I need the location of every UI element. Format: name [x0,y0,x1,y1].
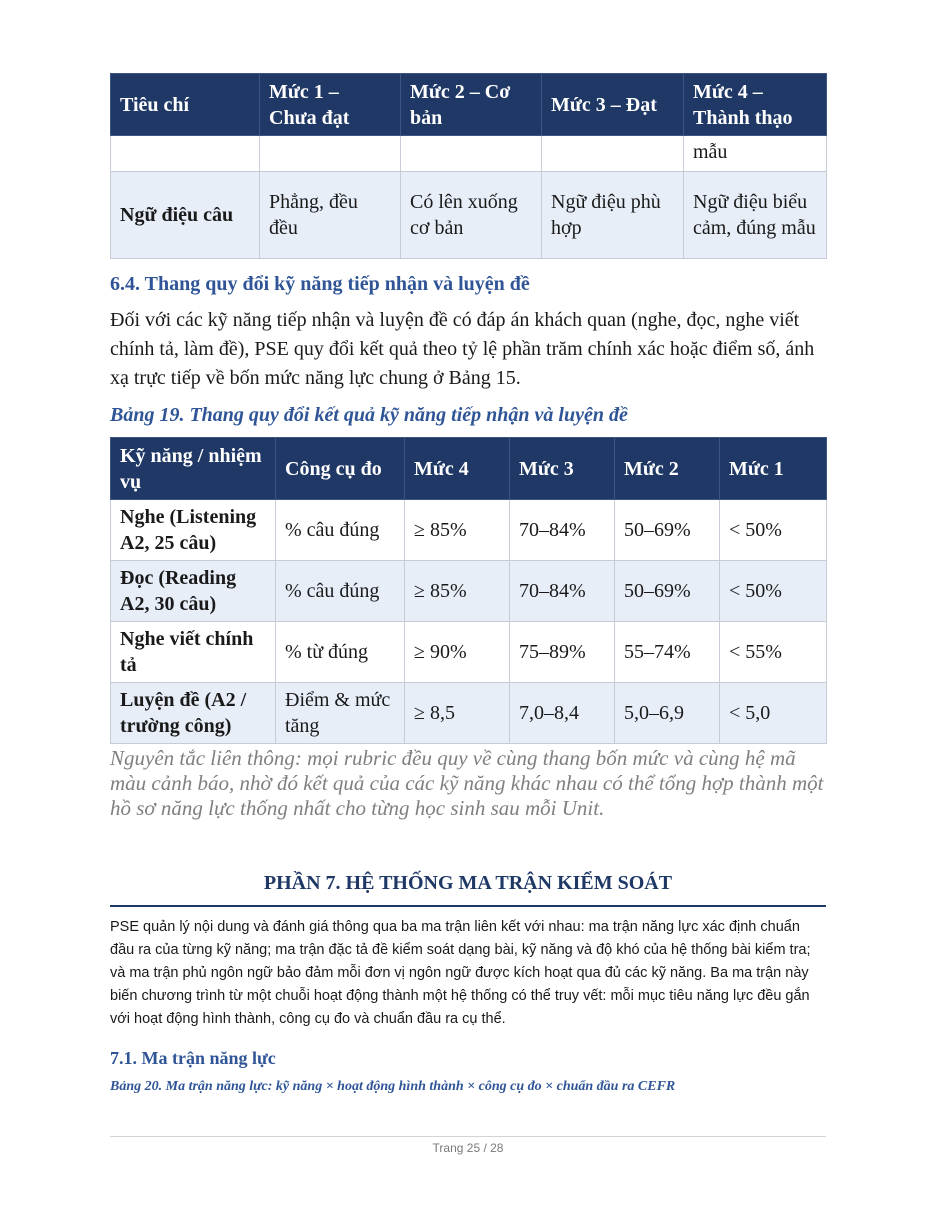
section-heading: 7.1. Ma trận năng lực [110,1048,276,1068]
column-header: Mức 3 – Đạt [542,74,684,136]
table-cell: 70–84% [510,561,615,622]
body-paragraph: PSE quản lý nội dung và đánh giá thông qua ba ma trận liên kết với nhau: ma trận năng lực xác định chuẩn đầu ra của từng kỹ năng; ma trận đặc tả đề kiểm soát dạng bài, kỹ năng và độ khó của hệ thống bài kiểm tra; và ma trận phủ ngôn ngữ bảo đảm mỗi đơn vị ngôn ngữ được kích hoạt qua đủ các kỹ năng. Ba ma trận này biến chương trình từ một chuỗi hoạt động thành một hệ thống có thể truy vết: mỗi mục tiêu năng lực đều gắn với hoạt động hình thành, công cụ đo và chuẩn đầu ra cụ thể. [110,919,811,1027]
table-cell: 55–74% [615,622,720,683]
column-header: Mức 1 [720,438,827,500]
title-underline [110,905,826,907]
table-cell: < 55% [720,622,827,683]
part-title: PHẦN 7. HỆ THỐNG MA TRẬN KIỂM SOÁT [263,872,673,894]
table-cell: Ngữ điệu biểu cảm, đúng mẫu [684,172,827,259]
column-header: Mức 2 – Cơ bản [401,74,542,136]
column-header: Mức 1 – Chưa đạt [260,74,401,136]
table-cell: 70–84% [510,500,615,561]
criteria-table [110,73,827,259]
table-cell: ≥ 85% [405,561,510,622]
table-cell: 7,0–8,4 [510,683,615,744]
table-cell [401,136,542,172]
table-cell: < 50% [720,561,827,622]
table-header-row [111,438,827,500]
table-cell: ≥ 8,5 [405,683,510,744]
table-row [111,500,827,561]
column-header: Công cụ đo [276,438,405,500]
conversion-table [110,437,827,744]
table-cell: % từ đúng [276,622,405,683]
column-header: Kỹ năng / nhiệm vụ [111,438,276,500]
table-row [111,561,827,622]
table-cell: < 5,0 [720,683,827,744]
table-row [111,622,827,683]
table-cell: 5,0–6,9 [615,683,720,744]
column-header: Mức 4 – Thành thạo [684,74,827,136]
column-header: Mức 4 [405,438,510,500]
column-header: Mức 3 [510,438,615,500]
table-cell: < 50% [720,500,827,561]
row-label: Luyện đề (A2 / trường công) [111,683,276,744]
table-caption: Bảng 19. Thang quy đổi kết quả kỹ năng tiếp nhận và luyện đề [110,404,628,426]
row-label: Nghe viết chính tả [111,622,276,683]
table-cell: Phẳng, đều đều [260,172,401,259]
table-cell: 75–89% [510,622,615,683]
table-cell [542,136,684,172]
table-cell [260,136,401,172]
column-header: Mức 2 [615,438,720,500]
footer-divider [110,1136,826,1137]
column-header: Tiêu chí [111,74,260,136]
table-cell: Điểm & mức tăng [276,683,405,744]
section-heading: 6.4. Thang quy đổi kỹ năng tiếp nhận và luyện đề [110,273,530,295]
table-cell: % câu đúng [276,561,405,622]
row-label: Ngữ điệu câu [111,172,260,259]
table-row [111,172,827,259]
table-caption: Bảng 20. Ma trận năng lực: kỹ năng × hoạt động hình thành × công cụ đo × chuẩn đầu ra CEFR [110,1079,676,1094]
table-header-row [111,74,827,136]
table-cell: Ngữ điệu phù hợp [542,172,684,259]
table-cell: ≥ 90% [405,622,510,683]
table-cell: % câu đúng [276,500,405,561]
table-cell: ≥ 85% [405,500,510,561]
table-cell: 50–69% [615,561,720,622]
table-cell: Có lên xuống cơ bản [401,172,542,259]
table-note: Nguyên tắc liên thông: mọi rubric đều quy về cùng thang bốn mức và cùng hệ mã màu cảnh báo, nhờ đó kết quả của các kỹ năng khác nhau có thể tổng hợp thành một hồ sơ năng lực thống nhất cho từng học sinh sau mỗi Unit. [110,746,824,820]
table-cell [111,136,260,172]
page-number: Trang 25 / 28 [432,1141,504,1155]
row-label: Đọc (Reading A2, 30 câu) [111,561,276,622]
body-paragraph: Đối với các kỹ năng tiếp nhận và luyện đề có đáp án khách quan (nghe, đọc, nghe viết chính tả, làm đề), PSE quy đổi kết quả theo tỷ lệ phần trăm chính xác hoặc điểm số, ánh xạ trực tiếp về bốn mức năng lực chung ở Bảng 15. [110,309,815,389]
row-label: Nghe (Listening A2, 25 câu) [111,500,276,561]
table-row [111,136,827,172]
table-cell: 50–69% [615,500,720,561]
table-cell: mẫu [684,136,827,172]
table-row [111,683,827,744]
